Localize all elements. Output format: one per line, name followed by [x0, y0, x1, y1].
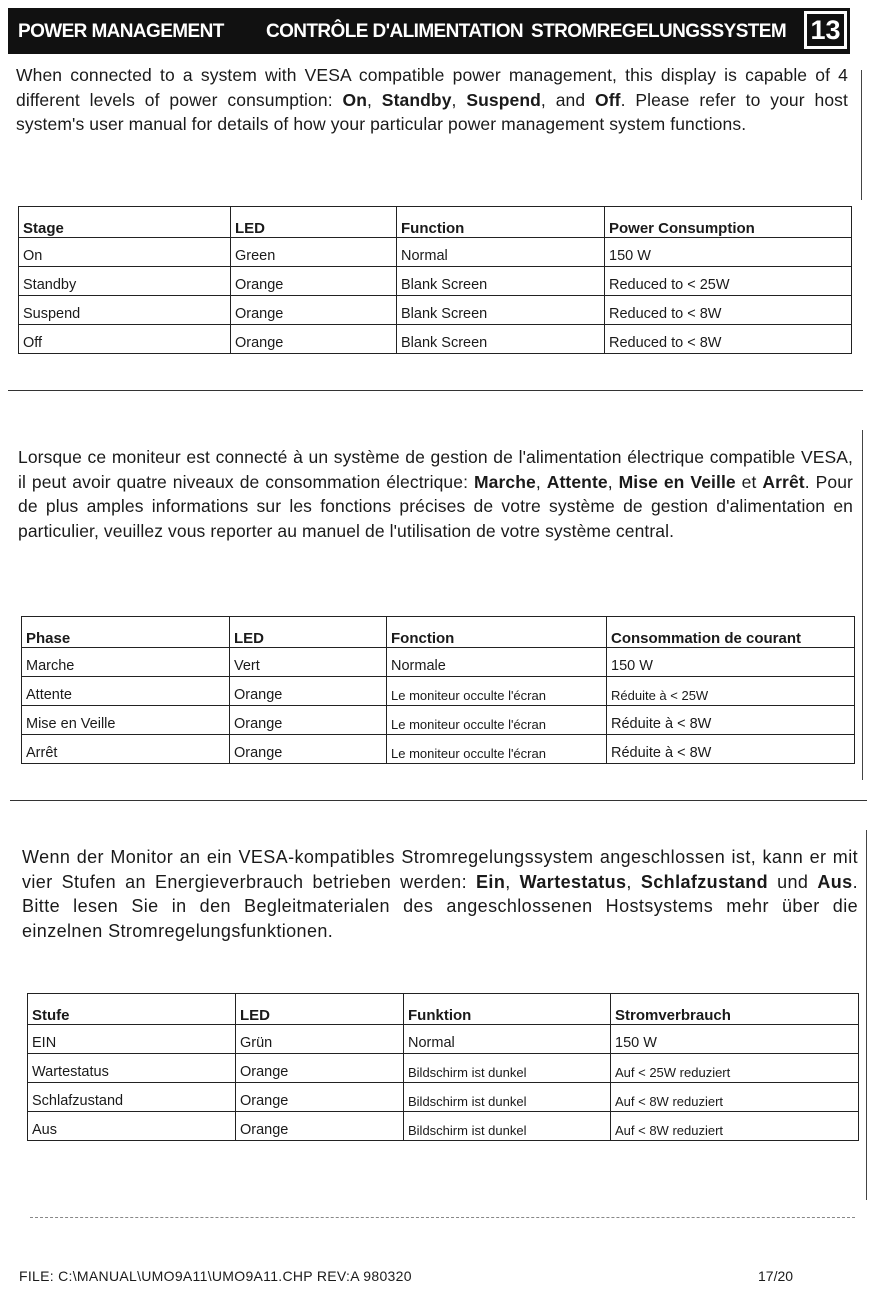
- table-cell: Reduced to < 25W: [605, 267, 852, 296]
- level-on-en: On: [342, 89, 368, 110]
- table-cell: Standby: [19, 267, 231, 296]
- table-cell: Orange: [230, 677, 387, 706]
- level-suspend-de: Schlafzustand: [640, 871, 769, 892]
- paragraph-de: Wenn der Monitor an ein VESA-kompatibles Stromregelungssystem angeschlossen ist, kann er mit vier Stufen an Energieverbrauch betrieben werden: Ein, Wartestatus, Schlafzustand und Aus. Bitte lesen Sie in den Begleitmaterialen des angeschlossenen Hostsystems mehr über die einzelnen Stromregelungsfunktionen.: [22, 847, 858, 941]
- level-standby-fr: Attente: [546, 471, 608, 492]
- table-cell: Normal: [397, 238, 605, 267]
- level-on-fr: Marche: [473, 471, 536, 492]
- header-title-en: POWER MANAGEMENT: [18, 21, 224, 42]
- table-cell: Marche: [22, 648, 230, 677]
- table-header: Power Consumption: [605, 207, 852, 238]
- table-row: [22, 677, 855, 706]
- table-cell: Off: [19, 325, 231, 354]
- level-standby-de: Wartestatus: [519, 871, 627, 892]
- table-row: [28, 1083, 859, 1112]
- page-number-box: 13: [804, 11, 847, 49]
- table-cell: Blank Screen: [397, 296, 605, 325]
- footer-file-path: FILE: C:\MANUAL\UMO9A11\UMO9A11.CHP REV:A 980320: [19, 1268, 412, 1284]
- table-cell: Green: [231, 238, 397, 267]
- level-off-fr: Arrêt: [762, 471, 805, 492]
- table-header-row: [19, 207, 852, 238]
- bottom-dashed-rule: [30, 1217, 855, 1218]
- table-cell: Réduite à < 8W: [607, 735, 855, 764]
- table-row: [19, 296, 852, 325]
- table-header: Fonction: [387, 617, 607, 648]
- table-cell: 150 W: [605, 238, 852, 267]
- table-header: Consommation de courant: [607, 617, 855, 648]
- table-cell: Normale: [387, 648, 607, 677]
- table-cell: Bildschirm ist dunkel: [404, 1083, 611, 1112]
- table-row: [19, 238, 852, 267]
- table-cell: Aus: [28, 1112, 236, 1141]
- table-cell: Orange: [231, 325, 397, 354]
- table-row: [28, 1112, 859, 1141]
- table-cell: Orange: [231, 296, 397, 325]
- header-title-de: STROMREGELUNGSSYSTEM: [531, 21, 787, 42]
- table-cell: Blank Screen: [397, 267, 605, 296]
- level-suspend-fr: Mise en Veille: [618, 471, 736, 492]
- table-cell: Reduced to < 8W: [605, 296, 852, 325]
- table-row: [22, 735, 855, 764]
- table-header: LED: [236, 994, 404, 1025]
- footer-page-count: 17/20: [758, 1268, 794, 1284]
- level-on-de: Ein: [476, 871, 506, 892]
- table-cell: Réduite à < 8W: [607, 706, 855, 735]
- table-cell: Orange: [230, 735, 387, 764]
- table-cell: Auf < 8W reduziert: [611, 1112, 859, 1141]
- table-row: [22, 648, 855, 677]
- table-cell: On: [19, 238, 231, 267]
- table-cell: Schlafzustand: [28, 1083, 236, 1112]
- table-cell: Le moniteur occulte l'écran: [387, 706, 607, 735]
- table-row: [28, 1025, 859, 1054]
- table-cell: Wartestatus: [28, 1054, 236, 1083]
- power-table-fr: [21, 616, 855, 764]
- section-divider: [10, 800, 867, 801]
- table-cell: Blank Screen: [397, 325, 605, 354]
- table-header-row: [22, 617, 855, 648]
- table-cell: Auf < 25W reduziert: [611, 1054, 859, 1083]
- table-row: [28, 1054, 859, 1083]
- table-cell: Suspend: [19, 296, 231, 325]
- table-header: LED: [230, 617, 387, 648]
- table-row: [19, 325, 852, 354]
- table-header: Stufe: [28, 994, 236, 1025]
- paragraph-fr: Lorsque ce moniteur est connecté à un système de gestion de l'alimentation électrique compatible VESA, il peut avoir quatre niveaux de consommation électrique: Marche, Attente, Mise en Veille et Arrêt. Pour de plus amples informations sur les fonctions précises de votre système de gestion d'alimentation en particulier, veuillez vous reporter au manuel de l'utilisation de votre système central.: [18, 447, 853, 541]
- table-cell: Le moniteur occulte l'écran: [387, 677, 607, 706]
- level-off-de: Aus: [817, 871, 853, 892]
- table-header: Function: [397, 207, 605, 238]
- table-cell: Bildschirm ist dunkel: [404, 1112, 611, 1141]
- table-cell: Vert: [230, 648, 387, 677]
- table-header: Stromverbrauch: [611, 994, 859, 1025]
- table-header: LED: [231, 207, 397, 238]
- page-header: [8, 8, 850, 54]
- table-cell: Orange: [230, 706, 387, 735]
- table-cell: Normal: [404, 1025, 611, 1054]
- table-cell: Auf < 8W reduziert: [611, 1083, 859, 1112]
- section-divider: [8, 390, 863, 391]
- level-standby-en: Standby: [381, 89, 452, 110]
- level-off-en: Off: [595, 89, 621, 110]
- header-title-fr: CONTRÔLE D'ALIMENTATION: [266, 21, 524, 42]
- table-cell: Bildschirm ist dunkel: [404, 1054, 611, 1083]
- table-header: Stage: [19, 207, 231, 238]
- table-cell: Orange: [236, 1083, 404, 1112]
- power-table-de: [27, 993, 859, 1141]
- table-header-row: [28, 994, 859, 1025]
- scan-edge-line: [866, 830, 867, 1200]
- table-cell: 150 W: [607, 648, 855, 677]
- table-header: Phase: [22, 617, 230, 648]
- table-header: Funktion: [404, 994, 611, 1025]
- table-row: [22, 706, 855, 735]
- table-cell: Orange: [236, 1054, 404, 1083]
- table-cell: Orange: [231, 267, 397, 296]
- table-cell: EIN: [28, 1025, 236, 1054]
- level-suspend-en: Suspend: [466, 89, 541, 110]
- power-table-en: [18, 206, 852, 354]
- table-cell: Orange: [236, 1112, 404, 1141]
- paragraph-en: When connected to a system with VESA compatible power management, this display is capable of 4 different levels of power consumption: On, Standby, Suspend, and Off. Please refer to your host system's user manual for details of how your particular power management system functions.: [16, 65, 848, 134]
- scan-edge-line: [862, 430, 863, 780]
- table-cell: Mise en Veille: [22, 706, 230, 735]
- table-cell: Grün: [236, 1025, 404, 1054]
- table-cell: Le moniteur occulte l'écran: [387, 735, 607, 764]
- scan-edge-line: [861, 70, 862, 200]
- table-cell: Attente: [22, 677, 230, 706]
- table-cell: Reduced to < 8W: [605, 325, 852, 354]
- table-row: [19, 267, 852, 296]
- table-cell: 150 W: [611, 1025, 859, 1054]
- table-cell: Réduite à < 25W: [607, 677, 855, 706]
- table-cell: Arrêt: [22, 735, 230, 764]
